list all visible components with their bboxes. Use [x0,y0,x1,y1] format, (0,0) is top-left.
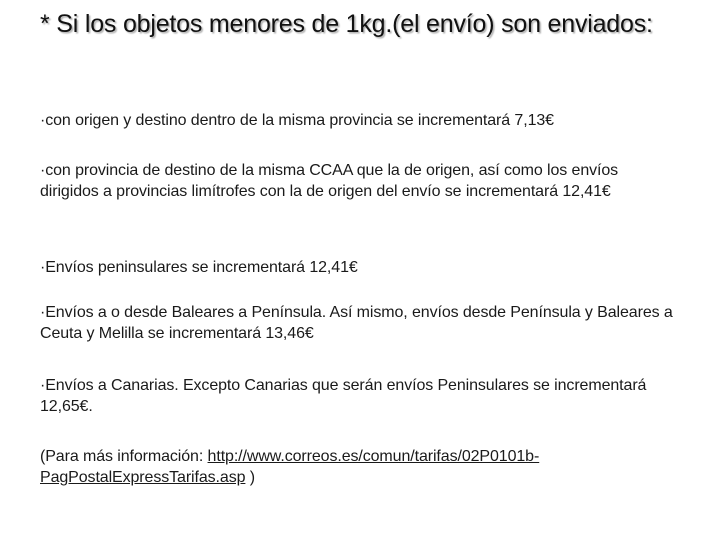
slide-title: * Si los objetos menores de 1kg.(el envío) son enviados: [40,10,653,38]
more-info [40,446,690,488]
rate-local-province: ·con origen y destino dentro de la misma provincia se incrementará 7,13€ [40,112,554,129]
rate-canarias: ·Envíos a Canarias. Excepto Canarias que serán envíos Peninsulares se incrementará 12,65€. [40,377,647,415]
rate-peninsular: ·Envíos peninsulares se incrementará 12,41€ [40,259,358,276]
more-info-prefix: (Para más información: [40,448,208,465]
rate-baleares: ·Envíos a o desde Baleares a Península. Así mismo, envíos desde Península y Baleares a Ceuta y Melilla se incrementará 13,46€ [40,304,673,342]
rate-same-region: ·con provincia de destino de la misma CCAA que la de origen, así como los envíos dirigidos a provincias limítrofes con la de origen del envío se incrementará 12,41€ [40,162,619,200]
correos-tariffs-link[interactable]: http://www.correos.es/comun/tarifas/02P0101b-PagPostalExpressTarifas.asp [40,448,540,486]
more-info-suffix: ) [245,469,255,486]
